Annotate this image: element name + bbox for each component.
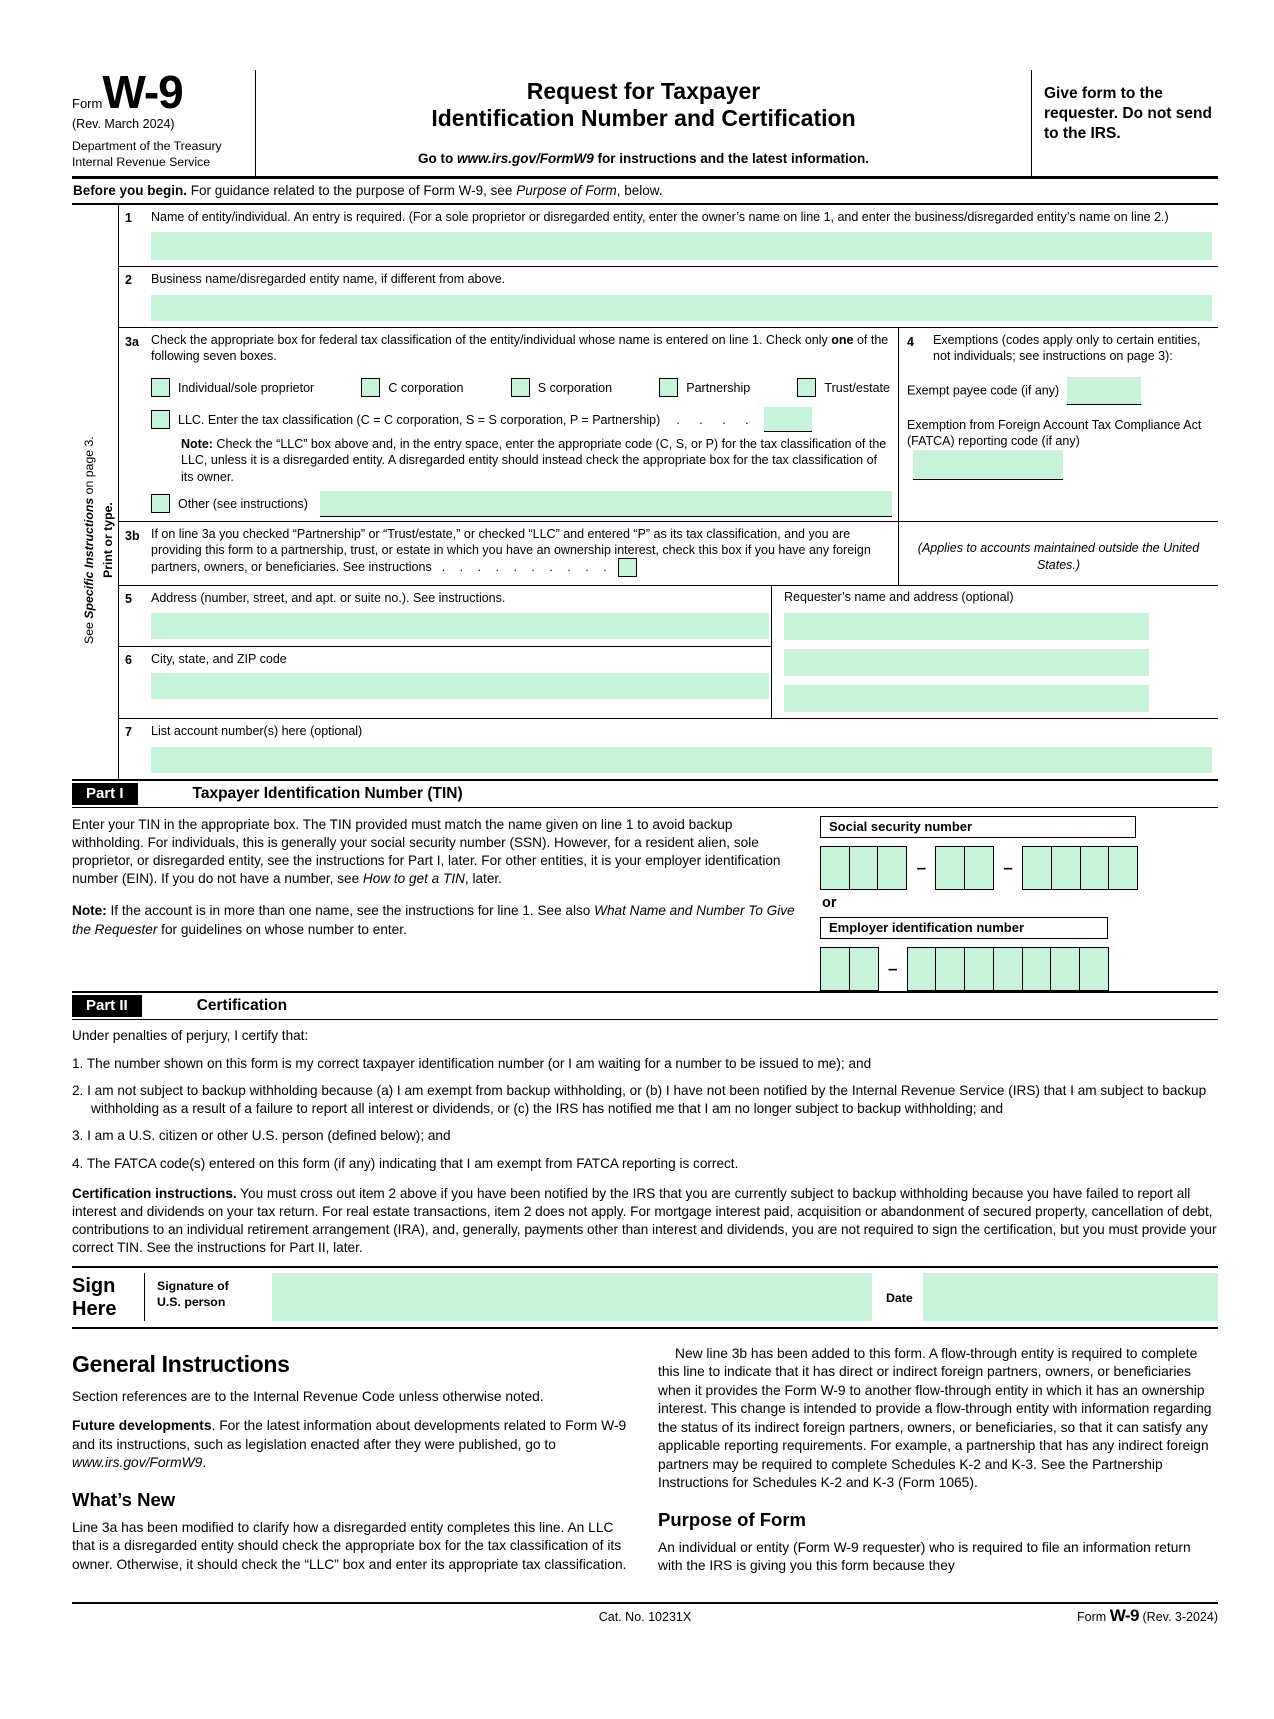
line-3b-dot-leaders: . . . . . . . . . . [441, 560, 608, 575]
requester-input-2[interactable] [784, 649, 1149, 676]
llc-checkbox[interactable] [151, 410, 170, 429]
form-fields-area [72, 205, 1218, 779]
date-input[interactable] [923, 1273, 1218, 1321]
part1-instructions [72, 816, 820, 991]
line-3a-number: 3a [125, 334, 139, 349]
ein-digit-2[interactable] [849, 947, 879, 991]
general-instructions-heading: General Instructions [72, 1350, 290, 1377]
ssn-digit-2[interactable] [849, 846, 879, 890]
trust-estate-option: Trust/estate [797, 378, 890, 397]
line-4-exemptions-section [898, 328, 1218, 521]
other-option [151, 491, 898, 517]
line-7-account-numbers-input[interactable] [151, 747, 1212, 773]
certification-item-2: 2. I am not subject to backup withholding because (a) I am exempt from backup withholding, or (b) I have not been notified by the Internal Revenue Service (IRS) that I am subject to backup withholding as a result of a failure to report all interest or dividends, or (c) the IRS has notified me that I am no longer subject to backup withholding; and [72, 1083, 1207, 1117]
ssn-input-boxes [820, 846, 1218, 890]
give-form-text: Give form to the requester. Do not send to the IRS. [1044, 85, 1212, 143]
applies-note-section [898, 522, 1218, 586]
ssn-digit-4[interactable] [935, 846, 965, 890]
irs-url: www.irs.gov/FormW9 [456, 151, 594, 167]
ssn-digit-3[interactable] [877, 846, 907, 890]
line-3b-label: If on line 3a you checked “Partnership” or “Trust/estate,” or checked “LLC” and entered “P” as its tax classification, and you are providing this form to a partnership, trust, or estate in which you have an ownership interest, check this box if you have any foreign partners, owners, or beneficiaries. See instructions . . . . . . . . . . [151, 526, 890, 578]
other-checkbox[interactable] [151, 494, 170, 513]
page-footer [72, 1602, 1218, 1628]
exempt-payee-code-input[interactable] [1067, 377, 1141, 405]
c-corporation-option: C corporation [361, 378, 463, 397]
individual-checkbox[interactable] [151, 378, 170, 397]
ein-digit-8[interactable] [1050, 947, 1080, 991]
llc-option [151, 407, 890, 432]
line-3b-number: 3b [125, 528, 140, 543]
line-7-label: List account number(s) here (optional) [151, 724, 363, 739]
service-line: Internal Revenue Service [72, 154, 211, 169]
line-3b-change-paragraph: New line 3b has been added to this form. A flow-through entity is required to complete this line to indicate that it has direct or indirect foreign partners, owners, or beneficiaries when it provides the Form W-9 to another flow-through entity in which it has an ownership interest. This change is intended to provide a flow-through entity with information regarding the status of its indirect foreign partners, owners, or beneficiaries, so that it can satisfy any applicable reporting requirements. For example, a partnership that has any indirect foreign partners may be required to complete Schedules K-2 and K-3. See the Partnership Instructions for Schedules K-2 and K-3 (Form 1065). [658, 1345, 1212, 1491]
line-5-number: 5 [125, 592, 132, 607]
part2-header [72, 991, 1218, 1020]
w9-form-page [72, 66, 1218, 1628]
part2-title: Certification [196, 996, 288, 1014]
ein-digit-6[interactable] [993, 947, 1023, 991]
ssn-digit-6[interactable] [1022, 846, 1052, 890]
catalog-number: Cat. No. 10231X [598, 1610, 692, 1625]
part1-title: Taxpayer Identification Number (TIN) [192, 784, 463, 802]
line-1-row [119, 205, 1218, 266]
individual-option: Individual/sole proprietor [151, 378, 314, 397]
ein-digit-9[interactable] [1079, 947, 1109, 991]
department-line: Department of the Treasury [72, 139, 222, 154]
future-developments-paragraph: Future developments. For the latest information about developments related to Form W-9 and its instructions, such as legislation enacted after they were published, go to www.irs.gov/FormW9. [72, 1418, 627, 1471]
ssn-digit-1[interactable] [820, 846, 850, 890]
line-5-address-input[interactable] [151, 613, 769, 639]
certification-item-1: 1. The number shown on this form is my correct taxpayer identification number (or I am waiting for a number to be issued to me); and [72, 1055, 872, 1071]
line-5-label: Address (number, street, and apt. or suite no.). See instructions. [151, 591, 506, 606]
line-3b-section [119, 522, 898, 586]
section-references-paragraph: Section references are to the Internal Revenue Code unless otherwise noted. [72, 1388, 544, 1404]
llc-dot-leaders: . . . . [676, 412, 750, 427]
left-margin [72, 205, 118, 779]
requester-input-1[interactable] [784, 613, 1149, 640]
line-2-number: 2 [125, 273, 132, 288]
exempt-payee-row: Exempt payee code (if any) [907, 377, 1210, 405]
ssn-digit-5[interactable] [964, 846, 994, 890]
foreign-partners-checkbox[interactable] [618, 558, 637, 577]
form-number: W-9 [102, 66, 183, 118]
ein-digit-3[interactable] [907, 947, 937, 991]
footer-form-id: Form W-9 (Rev. 3-2024) [1077, 1606, 1218, 1626]
signature-of-label: Signature of U.S. person [144, 1273, 272, 1321]
ein-digit-4[interactable] [935, 947, 965, 991]
ssn-label: Social security number [820, 816, 1136, 838]
line-2-row [119, 266, 1218, 326]
purpose-of-form-heading: Purpose of Form [658, 1508, 807, 1530]
ein-digit-5[interactable] [964, 947, 994, 991]
give-form-block [1032, 70, 1218, 176]
ssn-digit-7[interactable] [1051, 846, 1081, 890]
s-corporation-option: S corporation [511, 378, 612, 397]
ssn-dash-1: – [916, 857, 927, 877]
trust-estate-checkbox[interactable] [797, 378, 816, 397]
s-corporation-checkbox[interactable] [511, 378, 530, 397]
certification-item-4: 4. The FATCA code(s) entered on this form (if any) indicating that I am exempt from FATCA reporting is correct. [72, 1155, 739, 1171]
certification-intro: Under penalties of perjury, I certify that: [72, 1027, 309, 1043]
requester-label: Requester’s name and address (optional) [784, 590, 1014, 605]
print-or-type-vertical-label: Print or type. See Specific Instructions on page 3. [81, 436, 115, 645]
or-label: or [822, 894, 837, 911]
line-2-label: Business name/disregarded entity name, if different from above. [151, 272, 506, 287]
line-6-number: 6 [125, 652, 132, 667]
partnership-checkbox[interactable] [659, 378, 678, 397]
before-you-begin: Before you begin. For guidance related to the purpose of Form W-9, see Purpose of Form, below. [72, 179, 1218, 205]
applies-note: (Applies to accounts maintained outside the United States.) [917, 540, 1200, 572]
line-1-name-input[interactable] [151, 232, 1212, 260]
requester-input-3[interactable] [784, 685, 1149, 712]
line-2-business-name-input[interactable] [151, 295, 1212, 321]
ssn-digit-9[interactable] [1108, 846, 1138, 890]
fatca-row: Exemption from Foreign Account Tax Compliance Act (FATCA) reporting code (if any) [907, 417, 1210, 480]
certification-instructions: Certification instructions. You must cross out item 2 above if you have been notified by the IRS that you are currently subject to backup withholding because you have failed to report all interest and dividends on your tax return. For real estate transactions, item 2 does not apply. For mortgage interest paid, acquisition or abandonment of secured property, cancellation of debt, contributions to an individual retirement arrangement (IRA), and, generally, payments other than interest and dividends, you are not required to sign the certification, but you must provide your correct TIN. See the instructions for Part II, later. [72, 1185, 1217, 1256]
c-corporation-checkbox[interactable] [361, 378, 380, 397]
ssn-digit-8[interactable] [1080, 846, 1110, 890]
part1-header [72, 779, 1218, 808]
ein-digit-1[interactable] [820, 947, 850, 991]
ein-label: Employer identification number [820, 917, 1108, 939]
other-input[interactable] [320, 491, 892, 517]
irs-url-footer: www.irs.gov/FormW9 [72, 1455, 203, 1471]
line-4-label: Exemptions (codes apply only to certain entities, not individuals; see instructions on page 3): [933, 332, 1201, 364]
form-id-block [72, 66, 255, 176]
ssn-dash-2: – [1003, 857, 1013, 877]
line-3a-section [119, 328, 898, 521]
purpose-paragraph: An individual or entity (Form W-9 requester) who is required to file an information return with the IRS is giving you this form because they [658, 1539, 1191, 1573]
line-3a-label: Check the appropriate box for federal tax classification of the entity/individual whose name is entered on line 1. Check only one of the following seven boxes. [151, 332, 889, 363]
form-word: Form [72, 96, 103, 111]
tax-classification-checkboxes [151, 378, 890, 397]
llc-classification-input[interactable] [764, 407, 812, 432]
line-7-number: 7 [125, 725, 132, 740]
ein-input-boxes [820, 947, 1218, 991]
sign-here-section [72, 1266, 1218, 1329]
certification-item-3: 3. I am a U.S. citizen or other U.S. person (defined below); and [72, 1128, 451, 1144]
line-6-city-state-zip-input[interactable] [151, 673, 769, 699]
signature-input[interactable] [272, 1273, 872, 1321]
line-5-row [119, 586, 771, 645]
sign-here-label: Sign Here [72, 1274, 117, 1320]
certification-section [72, 1027, 1218, 1258]
tin-entry-area [820, 816, 1218, 991]
general-instructions-section [72, 1345, 1218, 1587]
form-title: Request for Taxpayer Identification Number and Certification [431, 78, 856, 132]
llc-label: LLC. Enter the tax classification (C = C corporation, S = S corporation, P = Partnership) [178, 412, 661, 427]
fatca-code-input[interactable] [913, 450, 1063, 480]
form-revision: (Rev. March 2024) [72, 117, 175, 132]
line-6-row [119, 646, 771, 706]
form-title-block [255, 70, 1032, 176]
instructions-right-column [658, 1345, 1218, 1587]
tin-note: Note: If the account is in more than one name, see the instructions for line 1. See also What Name and Number To Give the Requester for guidelines on whose number to enter. [72, 903, 795, 937]
ein-digit-7[interactable] [1022, 947, 1052, 991]
llc-note: Note: Check the “LLC” box above and, in the entry space, enter the appropriate code (C, S, or P) for the tax classification of the LLC, unless it is a disregarded entity. A disregarded entity should instead check the appropriate box for the tax classification of its owner. [181, 437, 887, 484]
line-1-number: 1 [125, 211, 132, 226]
line-6-label: City, state, and ZIP code [151, 651, 287, 666]
line-1-label: Name of entity/individual. An entry is required. (For a sole proprietor or disregarded entity, enter the owner’s name on line 1, and enter the business/disregarded entity’s name on line 2.) [151, 210, 1169, 225]
other-label: Other (see instructions) [178, 496, 308, 511]
tin-paragraph: Enter your TIN in the appropriate box. The TIN provided must match the name given on line 1 to avoid backup withholding. For individuals, this is generally your social security number (SSN). However, for a resident alien, sole proprietor, or disregarded entity, see the instructions for Part I, later. For other entities, it is your employer identification number (EIN). If you do not have a number, see How to get a TIN, later. [72, 816, 781, 887]
part1-badge: Part I [72, 783, 138, 805]
ein-dash: – [887, 958, 898, 978]
line-4-number: 4 [907, 334, 914, 349]
partnership-option: Partnership [659, 378, 750, 397]
goto-line: Go to www.irs.gov/FormW9 for instructions and the latest information. [417, 151, 870, 167]
whats-new-heading: What’s New [72, 1488, 176, 1510]
instructions-left-column [72, 1345, 632, 1587]
part2-badge: Part II [72, 995, 142, 1017]
line-7-row [119, 718, 1218, 778]
requester-section [771, 586, 1218, 718]
form-header [72, 66, 1218, 179]
whats-new-paragraph: Line 3a has been modified to clarify how a disregarded entity completes this line. An LLC that is a disregarded entity should check the appropriate box for the tax classification of its owner. Otherwise, it should check the “LLC” box and enter its appropriate tax classification. [72, 1519, 627, 1572]
date-label: Date [886, 1290, 913, 1305]
